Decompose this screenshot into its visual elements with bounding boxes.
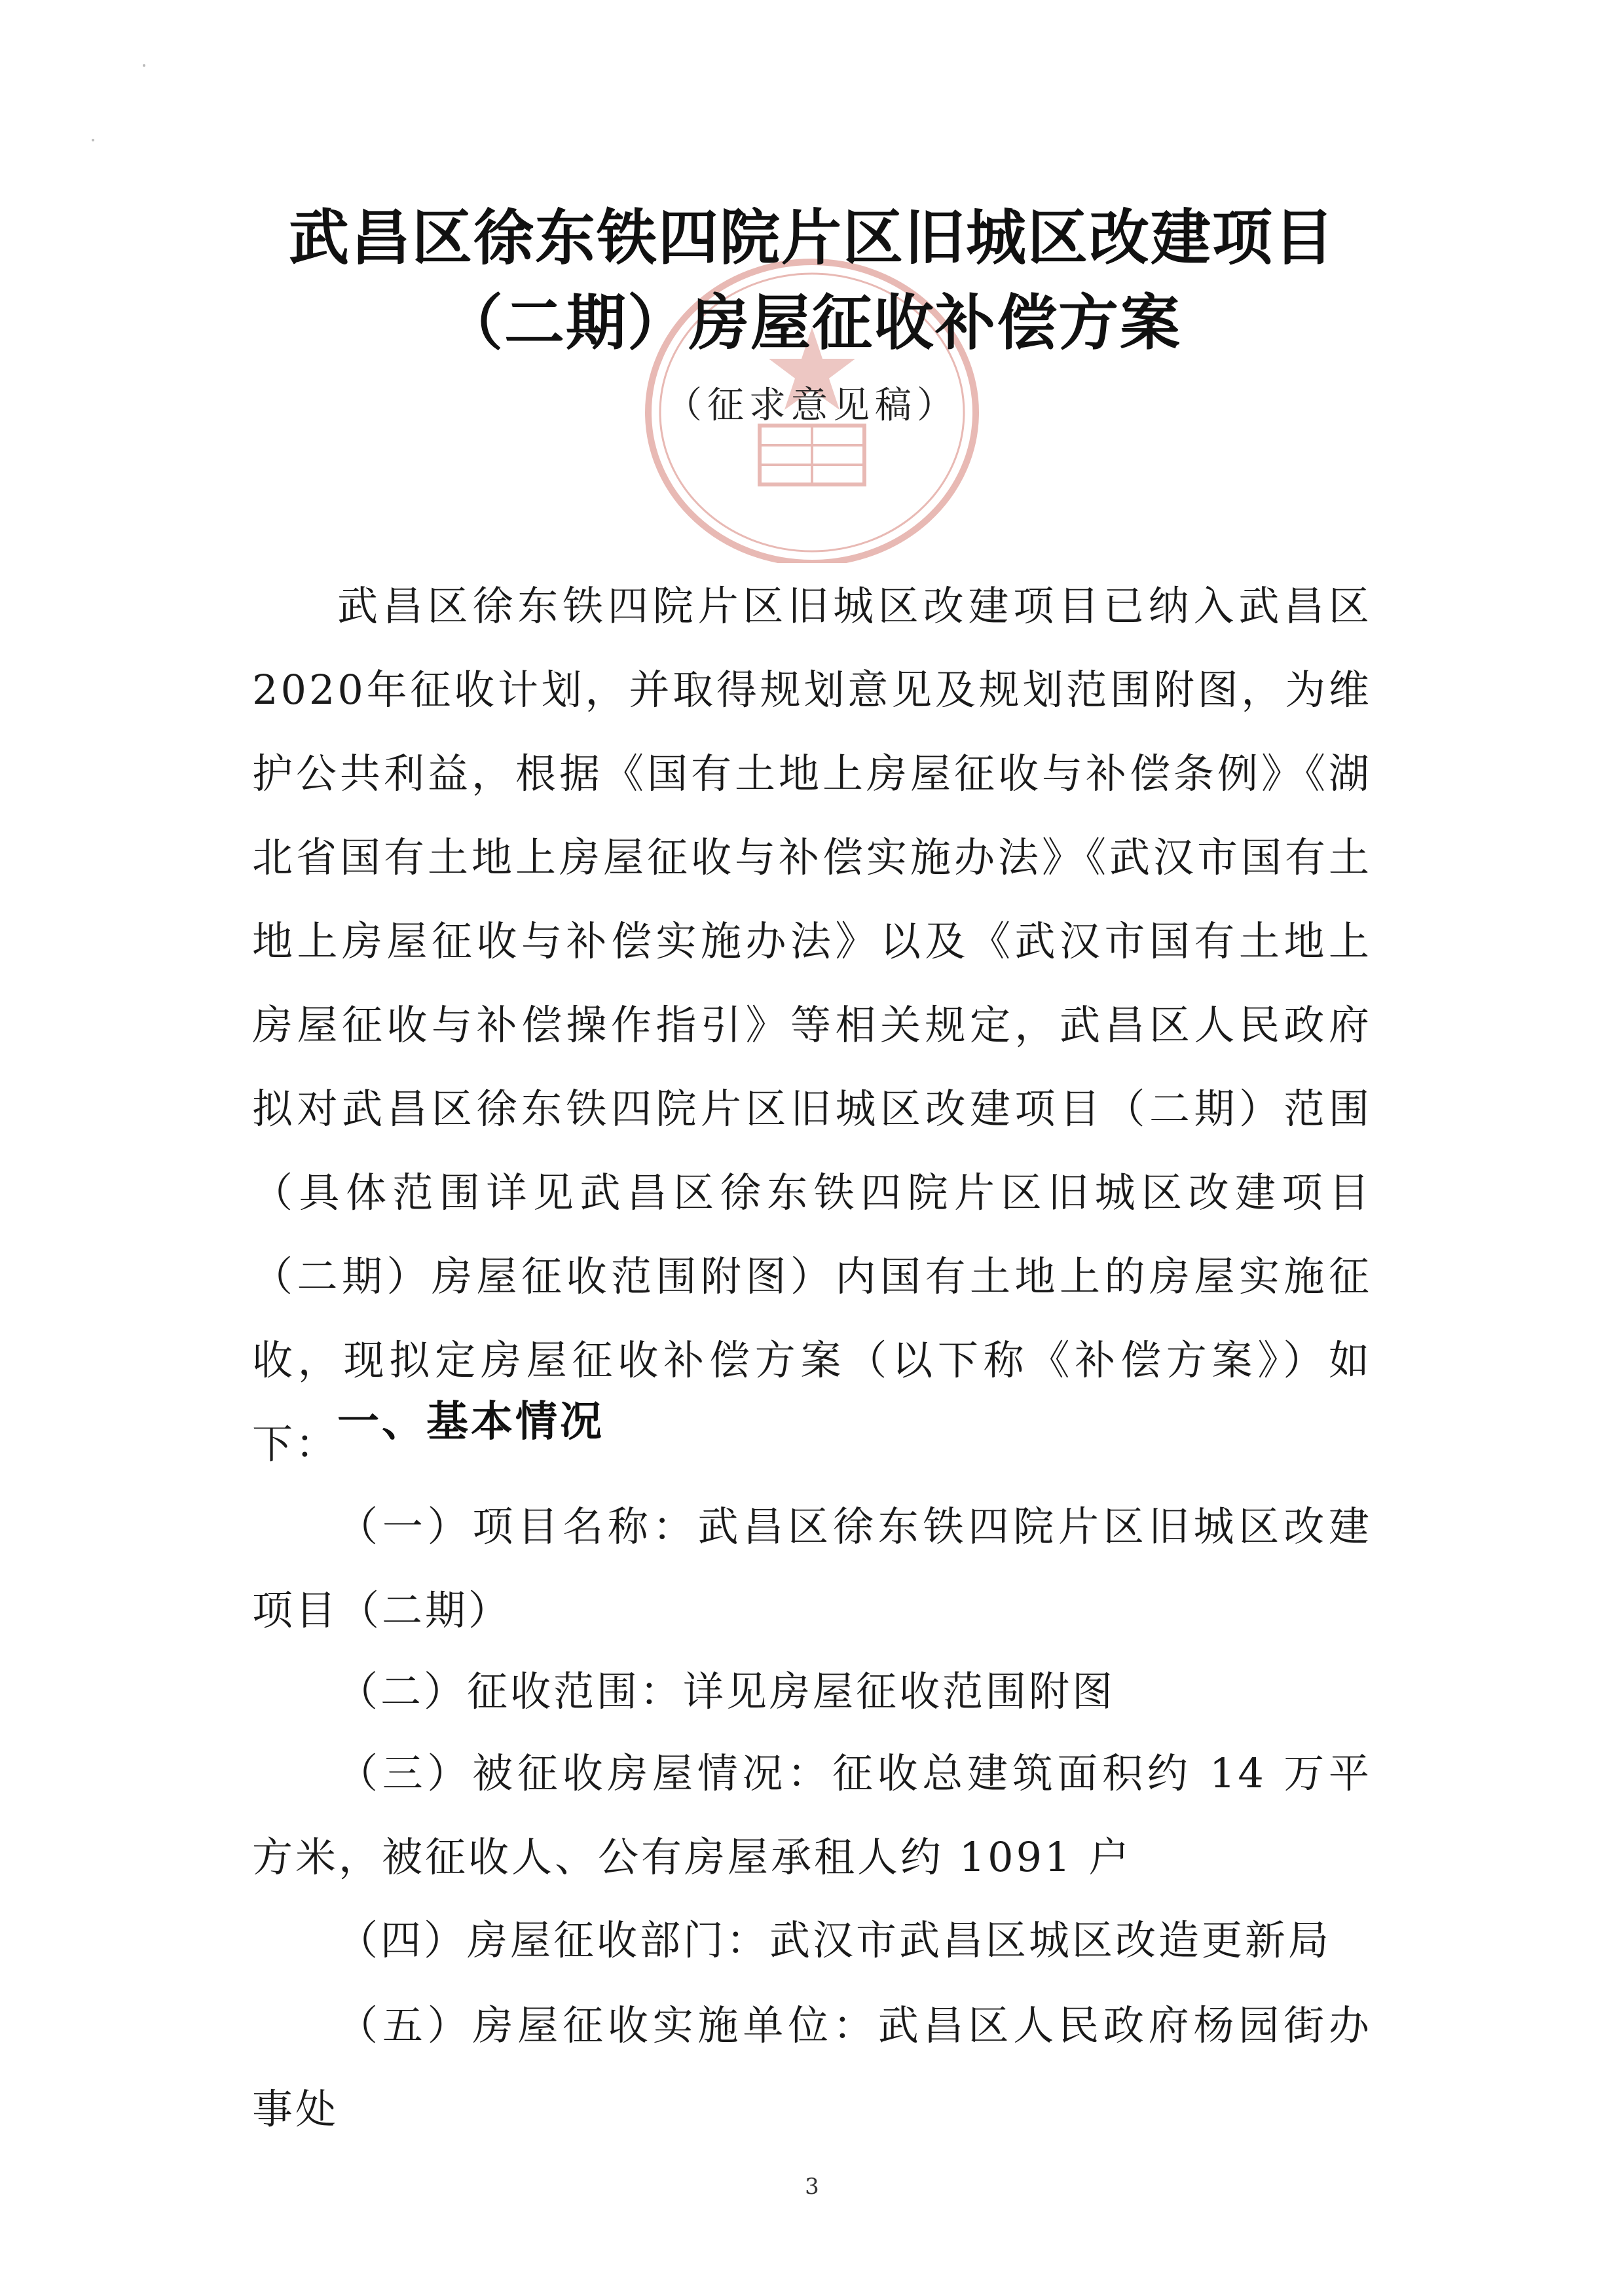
intro-paragraph: 武昌区徐东铁四院片区旧城区改建项目已纳入武昌区2020年征收计划，并取得规划意见及规划范围附图，为维护公共利益，根据《国有土地上房屋征收与补偿条例》《湖北省国有土地上房屋征收与补偿实施办法》《武汉市国有土地上房屋征收与补偿实施办法》以及《武汉市国有土地上房屋征收与补偿操作指引》等相关规定，武昌区人民政府拟对武昌区徐东铁四院片区旧城区改建项目（二期）范围（具体范围详见武昌区徐东铁四院片区旧城区改建项目（二期）房屋征收范围附图）内国有土地上的房屋实施征收，现拟定房屋征收补偿方案（以下称《补偿方案》）如下： xyxy=(252,582,1372,1468)
document-title-line1: 武昌区徐东铁四院片区旧城区改建项目 xyxy=(288,203,1335,273)
item-scope: （二）征收范围：详见房屋征收范围附图 xyxy=(337,1667,1116,1715)
document-subtitle: （征求意见稿） xyxy=(665,384,959,427)
section-heading: 一、基本情况 xyxy=(337,1398,604,1446)
item-department: （四）房屋征收部门：武汉市武昌区城区改造更新局 xyxy=(337,1916,1332,1964)
scan-speck xyxy=(92,139,94,141)
item-implementing-unit: （五）房屋征收实施单位：武昌区人民政府杨园街办事处 xyxy=(252,2001,1372,2133)
scan-speck xyxy=(143,64,145,67)
document-title-line2: （二期）房屋征收补偿方案 xyxy=(442,288,1181,358)
item-project-name: （一）项目名称：武昌区徐东铁四院片区旧城区改建项目（二期） xyxy=(252,1503,1372,1634)
page-number: 3 xyxy=(805,2174,819,2200)
item-housing-situation: （三）被征收房屋情况：征收总建筑面积约 14 万平方米，被征收人、公有房屋承租人约 1091 户 xyxy=(252,1749,1372,1881)
